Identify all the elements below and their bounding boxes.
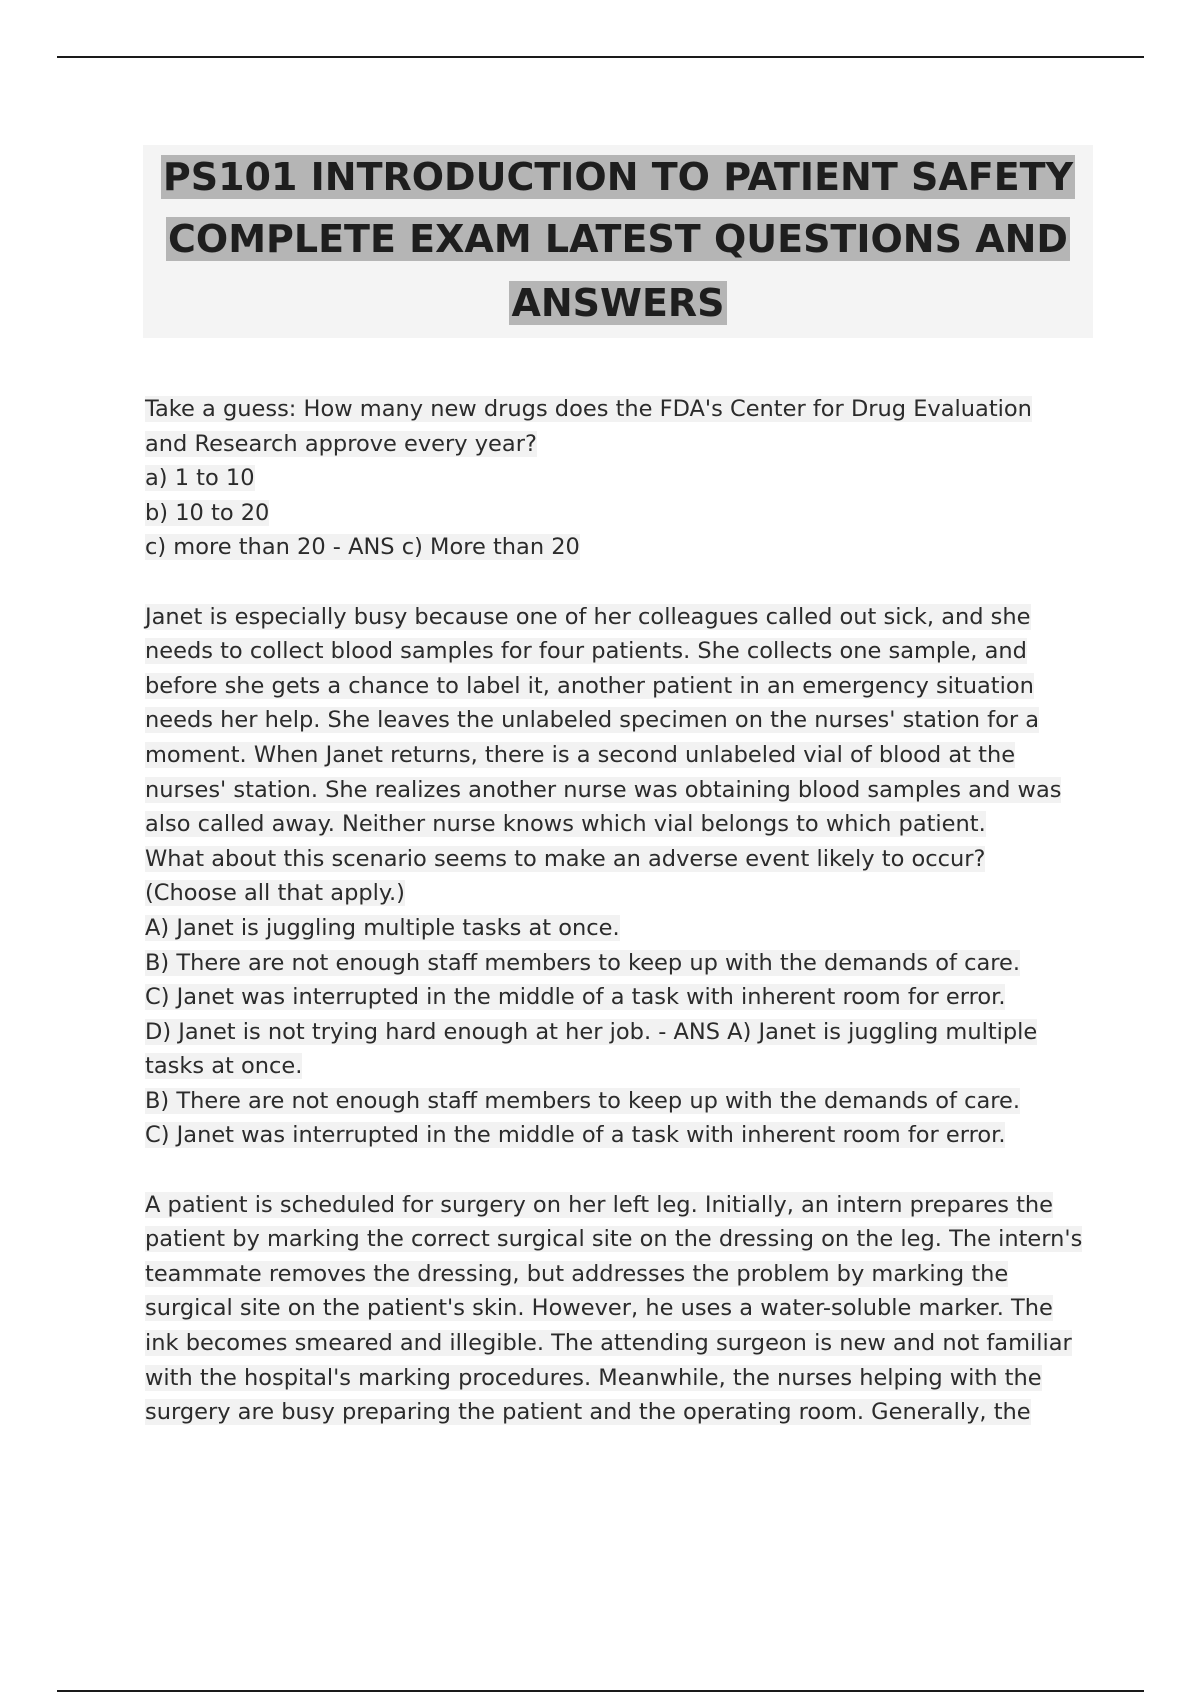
top-rule [57, 56, 1144, 58]
text-line: B) There are not enough staff members to keep up with the demands of care. [145, 1087, 1020, 1114]
text-line: B) There are not enough staff members to keep up with the demands of care. [145, 949, 1020, 976]
text-line: nurses' station. She realizes another nurse was obtaining blood samples and was [145, 776, 1062, 803]
text-line: surgical site on the patient's skin. However, he uses a water-soluble marker. The [145, 1295, 1053, 1322]
text-line: needs to collect blood samples for four patients. She collects one sample, and [145, 638, 1027, 665]
text-line: c) more than 20 - ANS c) More than 20 [145, 534, 580, 561]
text-line: Janet is especially busy because one of her colleagues called out sick, and she [145, 603, 1031, 630]
question-2 [145, 600, 1115, 1154]
text-line: What about this scenario seems to make an adverse event likely to occur? [145, 845, 986, 872]
document-title [143, 145, 1093, 338]
text-line: before she gets a chance to label it, another patient in an emergency situation [145, 672, 1034, 699]
title-line-3: ANSWERS [511, 281, 725, 325]
text-line: a) 1 to 10 [145, 465, 255, 492]
text-line: and Research approve every year? [145, 430, 537, 457]
text-line: b) 10 to 20 [145, 499, 270, 526]
text-line: moment. When Janet returns, there is a second unlabeled vial of blood at the [145, 741, 1016, 768]
question-3 [145, 1188, 1115, 1430]
text-line: with the hospital's marking procedures. Meanwhile, the nurses helping with the [145, 1364, 1042, 1391]
text-line: tasks at once. [145, 1053, 303, 1080]
text-line: A patient is scheduled for surgery on her left leg. Initially, an intern prepares the [145, 1191, 1054, 1218]
text-line: ink becomes smeared and illegible. The attending surgeon is new and not familiar [145, 1330, 1072, 1357]
title-line-1: PS101 INTRODUCTION TO PATIENT SAFETY [162, 155, 1074, 199]
bottom-rule [57, 1690, 1144, 1692]
text-line: teammate removes the dressing, but addresses the problem by marking the [145, 1260, 1009, 1287]
text-line: surgery are busy preparing the patient and the operating room. Generally, the [145, 1399, 1031, 1426]
question-1 [145, 392, 1115, 565]
text-line: patient by marking the correct surgical site on the dressing on the leg. The intern's [145, 1226, 1083, 1253]
text-line: Take a guess: How many new drugs does the FDA's Center for Drug Evaluation [145, 396, 1032, 422]
title-line-2: COMPLETE EXAM LATEST QUESTIONS AND [168, 217, 1068, 261]
document-body [145, 392, 1115, 1464]
text-line: needs her help. She leaves the unlabeled specimen on the nurses' station for a [145, 707, 1040, 734]
text-line: also called away. Neither nurse knows which vial belongs to which patient. [145, 811, 986, 838]
text-line: D) Janet is not trying hard enough at her job. - ANS A) Janet is juggling multiple [145, 1018, 1038, 1045]
text-line: A) Janet is juggling multiple tasks at once. [145, 914, 620, 941]
text-line: (Choose all that apply.) [145, 880, 405, 907]
text-line: C) Janet was interrupted in the middle of a task with inherent room for error. [145, 1122, 1006, 1149]
text-line: C) Janet was interrupted in the middle of a task with inherent room for error. [145, 984, 1006, 1011]
